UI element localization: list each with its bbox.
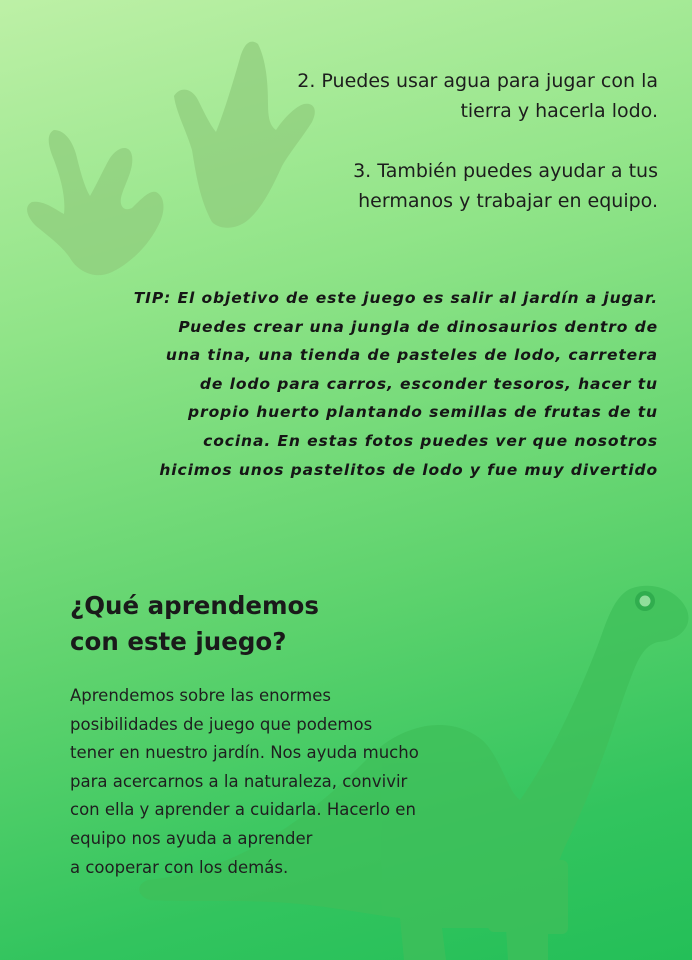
tip-paragraph bbox=[134, 284, 658, 484]
body-line: para acercarnos a la naturaleza, convivir bbox=[70, 771, 408, 791]
body-line: equipo nos ayuda a aprender bbox=[70, 828, 313, 848]
step-2-line-2: tierra y hacerla lodo. bbox=[460, 100, 658, 122]
step-3-line-1: 3. También puedes ayudar a tus bbox=[353, 160, 658, 182]
section-heading bbox=[70, 588, 319, 660]
body-line: Aprendemos sobre las enormes bbox=[70, 686, 331, 705]
body-line: posibilidades de juego que podemos bbox=[70, 714, 373, 734]
body-line: a cooperar con los demás. bbox=[70, 857, 289, 877]
tip-line: propio huerto plantando semillas de frutas de tu bbox=[188, 403, 658, 422]
tip-line: de lodo para carros, esconder tesoros, hacer tu bbox=[199, 374, 658, 393]
tip-line: cocina. En estas fotos puedes ver que nosotros bbox=[203, 431, 658, 450]
tip-line: hicimos unos pastelitos de lodo y fue muy divertido bbox=[159, 460, 658, 479]
dinosaur-eye-icon bbox=[635, 591, 655, 611]
tip-line: Puedes crear una jungla de dinosaurios dentro de bbox=[178, 317, 658, 336]
heading-line: ¿Qué aprendemos bbox=[70, 591, 319, 620]
step-3-line-2: hermanos y trabajar en equipo. bbox=[358, 190, 658, 212]
body-line: tener en nuestro jardín. Nos ayuda mucho bbox=[70, 743, 419, 763]
tip-line: TIP: El objetivo de este juego es salir al jardín a jugar. bbox=[133, 289, 658, 307]
dinosaur-footprint-icon bbox=[27, 130, 163, 275]
step-3 bbox=[353, 156, 658, 216]
body-line: con ella y aprender a cuidarla. Hacerlo en bbox=[70, 800, 416, 820]
dinosaur-footprint-icon bbox=[174, 42, 315, 228]
step-2 bbox=[297, 66, 658, 126]
step-2-line-1: 2. Puedes usar agua para jugar con la bbox=[297, 70, 658, 92]
heading-line: con este juego? bbox=[70, 627, 287, 656]
tip-line: una tina, una tienda de pasteles de lodo, carretera bbox=[165, 346, 658, 365]
section-body bbox=[70, 682, 419, 882]
